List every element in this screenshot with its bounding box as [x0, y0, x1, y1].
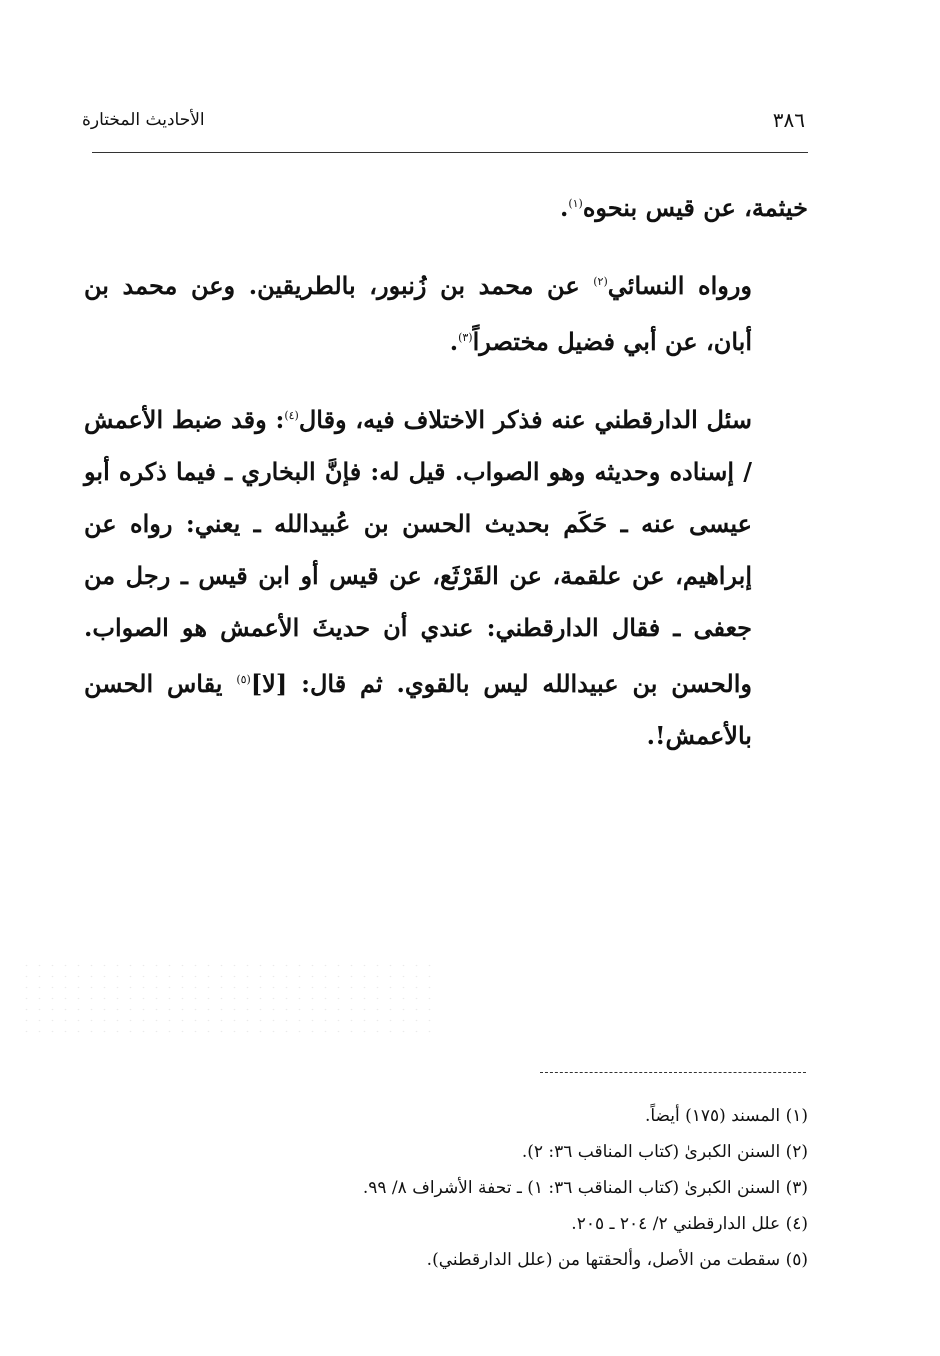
footnote-number: (١) [785, 1106, 808, 1126]
paragraph-1-end: . [559, 193, 569, 222]
footnote-ref-3: (٣) [458, 331, 473, 344]
footnote-3 [240, 1170, 808, 1206]
paragraph-3-text-c: يقاس الحسن بالأعمش!. [84, 669, 752, 750]
footnote-ref-5: (٥) [236, 673, 251, 686]
paragraph-3-text-a: سئل الدارقطني عنه فذكر الاختلاف فيه، وقال [298, 405, 753, 434]
main-text [84, 178, 808, 762]
footnote-ref-4: (٤) [284, 409, 299, 422]
page-number: ٣٨٦ [772, 108, 805, 132]
footnote-ref-1: (١) [568, 197, 583, 210]
footnote-1 [240, 1098, 808, 1134]
paragraph-2-text-b: عن محمد بن زُنبور، بالطريقين. وعن محمد بن أبان، عن أبي فضيل مختصراً [84, 271, 752, 356]
footnote-2 [240, 1134, 808, 1170]
footnote-text: سقطت من الأصل، وألحقتها من (علل الدارقطني). [426, 1250, 781, 1270]
footnote-number: (٢) [785, 1142, 808, 1162]
footnote-ref-2: (٢) [593, 275, 608, 288]
footnote-text: السنن الكبرىٰ (كتاب المناقب ٣٦: ١) ـ تحفة الأشراف ٨/ ٩٩. [362, 1178, 781, 1198]
running-title: الأحاديث المختارة [82, 110, 205, 130]
footnote-5 [240, 1242, 808, 1278]
paragraph-2-end: . [449, 327, 459, 356]
footnote-number: (٤) [785, 1214, 808, 1234]
footnote-text: علل الدارقطني ٢/ ٢٠٤ ـ ٢٠٥. [571, 1214, 781, 1234]
header-rule [92, 152, 808, 153]
footnote-number: (٣) [785, 1178, 808, 1198]
footnote-number: (٥) [785, 1250, 808, 1270]
footnote-4 [240, 1206, 808, 1242]
paragraph-1 [84, 178, 808, 234]
paragraph-2 [84, 256, 808, 368]
footnote-rule [540, 1072, 806, 1073]
footnote-text: السنن الكبرىٰ (كتاب المناقب ٣٦: ٢). [521, 1142, 781, 1162]
footnotes [240, 1098, 808, 1278]
paragraph-3-text-b: : وقد ضبط الأعمش / إسناده وحديثه وهو الصواب. قيل له: فإنَّ البخاري ـ فيما ذكره أبو عيسى عنه ـ حَكَم بحديث الحسن بن عُبيدالله ـ يعني: رواه عن إبراهيم، عن علقمة، عن القَرْثَع، عن قيس أو ابن قيس ـ رجل من جعفى ـ فقال الدارقطني: عندي أن حديثَ الأعمش هو الصواب. والحسن بن عبيدالله ليس بالقوي. ثم قال: [لا] [84, 405, 752, 698]
paragraph-2-text-a: ورواه النسائي [607, 271, 753, 300]
paragraph-3 [84, 390, 808, 762]
paragraph-1-text: خيثمة، عن قيس بنحوه [582, 193, 808, 222]
scan-noise [20, 960, 440, 1040]
footnote-text: المسند (١٧٥) أيضاً. [644, 1106, 781, 1126]
